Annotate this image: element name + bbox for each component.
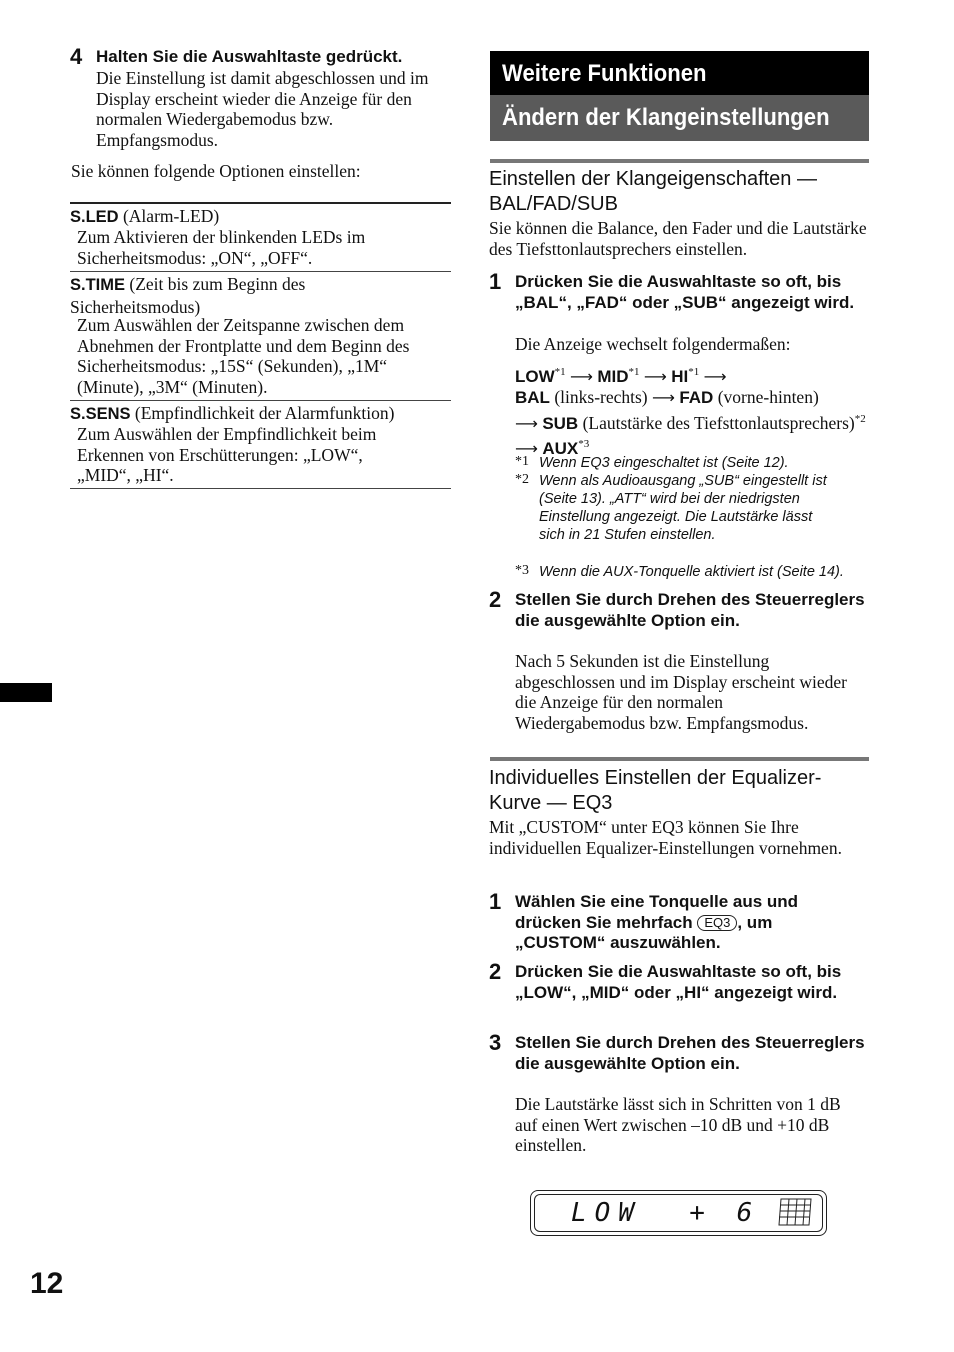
seq-sub-desc: (Lautstärke des Tiefsttonlautsprechers) xyxy=(578,412,855,433)
step-number: 1 xyxy=(489,889,502,914)
heading-rule xyxy=(490,757,869,761)
table-top-rule xyxy=(70,202,451,204)
step-text: Nach 5 Sekunden ist die Einstellung abgeschlossen und im Display erscheint wieder die Anzeige für den normalen Wiedergabemodus bzw. Empfangsmodus. xyxy=(515,651,847,733)
step-title xyxy=(515,892,865,954)
step-title: Stellen Sie durch Drehen des Steuerreglers die ausgewählte Option ein. xyxy=(515,1033,865,1073)
step-number: 3 xyxy=(489,1030,502,1055)
step-number: 2 xyxy=(489,959,502,984)
section-heading: Einstellen der Klangeigenschaften — BAL/FAD/SUB xyxy=(489,168,817,215)
option-row xyxy=(70,403,451,426)
step-title-part: , um „CUSTOM“ auszuwählen. xyxy=(515,912,773,952)
eq3-key: EQ3 xyxy=(697,915,737,931)
step-text: Die Lautstärke lässt sich in Schritten von 1 dB auf einen Wert zwischen –10 dB und +10 dB einstellen. xyxy=(515,1094,841,1155)
lcd-text: LOW + 6 xyxy=(571,1198,761,1228)
option-paren: (Alarm-LED) xyxy=(118,206,220,226)
option-name: S.LED xyxy=(70,208,119,226)
seq-sub: SUB xyxy=(542,413,579,433)
arrow-right-icon: ⟶ xyxy=(515,438,538,458)
table-bottom-rule xyxy=(70,488,451,489)
option-desc: Zum Auswählen der Zeitspanne zwischen dem Abnehmen der Frontplatte und dem Beginn des Sicherheitsmodus: „15S“ (Sekunden), „1M“ (Minute), „3M“ (Minuten). xyxy=(77,315,410,397)
option-desc: Zum Aktivieren der blinkenden LEDs im Sicherheitsmodus: „ON“, „OFF“. xyxy=(77,227,366,268)
footnote-ref: *1 xyxy=(628,366,640,378)
chapter-title: Weitere Funktionen xyxy=(502,60,707,87)
lcd-display xyxy=(530,1190,827,1236)
step-title: Drücken Sie die Auswahltaste so oft, bis „LOW“, „MID“ oder „HI“ angezeigt wird. xyxy=(515,962,842,1002)
seq-aux: AUX xyxy=(542,438,579,458)
heading-rule xyxy=(490,159,869,163)
seq-fad-desc: (vorne-hinten) xyxy=(713,387,819,408)
option-paren: (Empfindlichkeit der Alarmfunktion) xyxy=(130,403,395,423)
step-text: Die Anzeige wechselt folgendermaßen: xyxy=(515,334,791,354)
option-row xyxy=(70,206,451,229)
section-heading: Individuelles Einstellen der Equalizer-Kurve — EQ3 xyxy=(489,767,822,814)
option-row xyxy=(70,274,400,319)
footnote xyxy=(515,563,875,581)
footnote-mark: *3 xyxy=(515,563,529,578)
arrow-right-icon: ⟶ xyxy=(570,366,593,386)
arrow-right-icon: ⟶ xyxy=(703,366,727,386)
table-rule xyxy=(70,271,451,272)
arrow-right-icon: ⟶ xyxy=(643,366,667,386)
footnote-ref: *3 xyxy=(578,438,590,451)
footnote-text: Wenn die AUX-Tonquelle aktiviert ist (Seite 14). xyxy=(539,564,844,580)
step-title: Stellen Sie durch Drehen des Steuerreglers die ausgewählte Option ein. xyxy=(515,590,865,630)
seq-mid: MID xyxy=(597,366,629,386)
options-intro: Sie können folgende Optionen einstellen: xyxy=(71,161,361,181)
footnote-mark: *2 xyxy=(515,472,529,487)
option-paren: (Zeit bis zum Beginn des Sicherheitsmodus) xyxy=(70,274,306,317)
section-intro: Mit „CUSTOM“ unter EQ3 können Sie Ihre individuellen Equalizer-Einstellungen vornehmen. xyxy=(489,817,842,858)
seq-bal: BAL xyxy=(515,388,550,408)
section-intro: Sie können die Balance, den Fader und die Lautstärke des Tiefsttonlautsprechers einstellen. xyxy=(489,218,867,259)
eq-bars-icon xyxy=(777,1197,817,1227)
arrow-right-icon: ⟶ xyxy=(515,413,538,433)
footnote-text: Wenn als Audioausgang „SUB“ eingestellt ist (Seite 13). „ATT“ wird bei der niedrigsten Einstellung angezeigt. Die Lautstärke lässt sich in 21 Stufen einstellen. xyxy=(539,473,827,543)
step-number: 1 xyxy=(489,269,502,294)
footnote-mark: *1 xyxy=(515,454,529,469)
chapter-banner xyxy=(490,51,869,95)
arrow-right-icon: ⟶ xyxy=(652,388,675,408)
display-sequence xyxy=(515,362,867,459)
step-title: Halten Sie die Auswahltaste gedrückt. xyxy=(96,47,403,66)
section-tab-marker xyxy=(0,683,52,702)
step-title-part: Wählen Sie eine Tonquelle aus und drücken Sie mehrfach xyxy=(515,892,799,932)
footnote xyxy=(515,472,871,544)
seq-hi: HI xyxy=(671,366,689,386)
seq-fad: FAD xyxy=(679,388,714,408)
option-name: S.TIME xyxy=(70,276,126,294)
footnote-ref: *1 xyxy=(688,366,700,378)
step-number: 2 xyxy=(489,587,502,612)
footnote-ref: *2 xyxy=(854,412,866,425)
step-title: Drücken Sie die Auswahltaste so oft, bis „BAL“, „FAD“ oder „SUB“ angezeigt wird. xyxy=(515,272,855,312)
seq-bal-desc: (links-rechts) xyxy=(549,387,648,408)
option-name: S.SENS xyxy=(70,405,131,423)
step-text: Die Einstellung ist damit abgeschlossen und im Display erscheint wieder die Anzeige für den normalen Wiedergabemodus bzw. Empfangsmodus. xyxy=(96,68,429,150)
option-desc: Zum Auswählen der Empfindlichkeit beim Erkennen von Erschütterungen: „LOW“, „MID“, „HI“. xyxy=(77,424,377,485)
table-rule xyxy=(70,400,451,401)
footnote-text: Wenn EQ3 eingeschaltet ist (Seite 12). xyxy=(539,455,789,471)
seq-low: LOW xyxy=(515,366,555,386)
section-banner xyxy=(490,95,869,141)
footnote-ref: *1 xyxy=(554,366,566,378)
section-title: Ändern der Klangeinstellungen xyxy=(502,104,830,131)
page-number: 12 xyxy=(30,1267,64,1300)
step-number: 4 xyxy=(70,44,83,69)
footnote xyxy=(515,454,871,472)
